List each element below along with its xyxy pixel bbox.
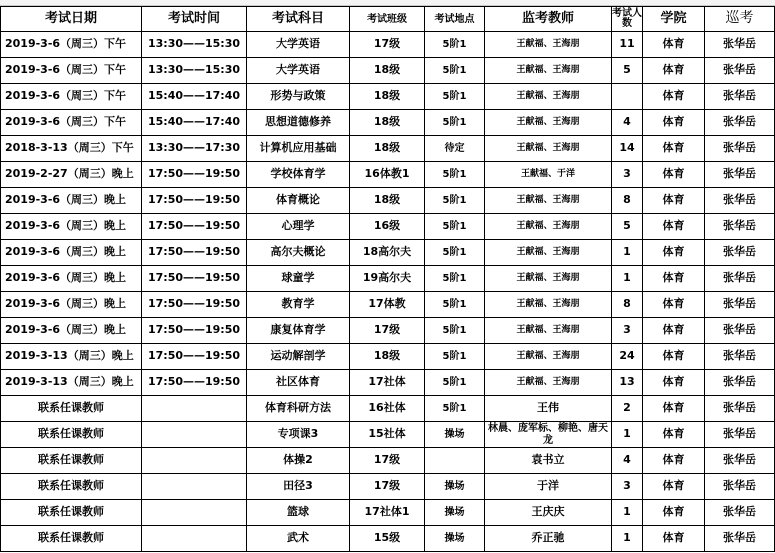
cell-patrol: 张华岳 bbox=[705, 370, 775, 396]
cell-patrol: 张华岳 bbox=[705, 474, 775, 500]
cell-time: 17:50——19:50 bbox=[142, 162, 247, 188]
cell-proctor: 王献福、王海朋 bbox=[485, 240, 612, 266]
cell-college: 体育 bbox=[643, 162, 705, 188]
cell-place: 5阶1 bbox=[425, 214, 485, 240]
cell-time bbox=[142, 396, 247, 422]
cell-college: 体育 bbox=[643, 84, 705, 110]
cell-date: 联系任课教师 bbox=[1, 422, 142, 448]
cell-patrol: 张华岳 bbox=[705, 188, 775, 214]
cell-count: 3 bbox=[612, 474, 643, 500]
table-row bbox=[1, 162, 775, 188]
cell-subject: 大学英语 bbox=[247, 58, 350, 84]
cell-college: 体育 bbox=[643, 292, 705, 318]
header-subject: 考试科目 bbox=[247, 7, 350, 32]
cell-patrol: 张华岳 bbox=[705, 292, 775, 318]
table-row bbox=[1, 500, 775, 526]
cell-count: 3 bbox=[612, 162, 643, 188]
cell-proctor: 袁书立 bbox=[485, 448, 612, 474]
cell-count: 4 bbox=[612, 110, 643, 136]
cell-time bbox=[142, 474, 247, 500]
cell-date: 2019-3-6（周三）下午 bbox=[1, 110, 142, 136]
cell-time: 17:50——19:50 bbox=[142, 292, 247, 318]
cell-college: 体育 bbox=[643, 500, 705, 526]
cell-class: 18级 bbox=[350, 136, 425, 162]
cell-place: 5阶1 bbox=[425, 58, 485, 84]
cell-patrol: 张华岳 bbox=[705, 448, 775, 474]
cell-subject: 球童学 bbox=[247, 266, 350, 292]
cell-class: 17社体 bbox=[350, 370, 425, 396]
cell-college: 体育 bbox=[643, 188, 705, 214]
cell-date: 2019-3-6（周三）下午 bbox=[1, 58, 142, 84]
cell-college: 体育 bbox=[643, 214, 705, 240]
cell-patrol: 张华岳 bbox=[705, 526, 775, 552]
cell-class: 19高尔夫 bbox=[350, 266, 425, 292]
cell-place: 5阶1 bbox=[425, 292, 485, 318]
cell-count: 8 bbox=[612, 188, 643, 214]
cell-class: 18级 bbox=[350, 110, 425, 136]
cell-date: 联系任课教师 bbox=[1, 448, 142, 474]
cell-count: 1 bbox=[612, 500, 643, 526]
cell-place bbox=[425, 448, 485, 474]
cell-date: 2018-3-13（周三）下午 bbox=[1, 136, 142, 162]
cell-college: 体育 bbox=[643, 474, 705, 500]
cell-college: 体育 bbox=[643, 448, 705, 474]
cell-class: 18级 bbox=[350, 84, 425, 110]
cell-place: 5阶1 bbox=[425, 84, 485, 110]
cell-college: 体育 bbox=[643, 370, 705, 396]
cell-proctor: 王献福、王海朋 bbox=[485, 344, 612, 370]
cell-proctor: 王献福、王海朋 bbox=[485, 292, 612, 318]
cell-subject: 社区体育 bbox=[247, 370, 350, 396]
cell-college: 体育 bbox=[643, 266, 705, 292]
cell-proctor: 王伟 bbox=[485, 396, 612, 422]
cell-time: 17:50——19:50 bbox=[142, 214, 247, 240]
cell-count: 13 bbox=[612, 370, 643, 396]
cell-date: 联系任课教师 bbox=[1, 474, 142, 500]
cell-time: 15:40——17:40 bbox=[142, 110, 247, 136]
cell-time: 17:50——19:50 bbox=[142, 370, 247, 396]
cell-place: 5阶1 bbox=[425, 370, 485, 396]
table-row bbox=[1, 240, 775, 266]
cell-subject: 教育学 bbox=[247, 292, 350, 318]
cell-class: 17级 bbox=[350, 318, 425, 344]
cell-patrol: 张华岳 bbox=[705, 318, 775, 344]
cell-proctor: 林晨、庞军标、柳艳、唐天龙 bbox=[485, 422, 612, 448]
cell-place: 待定 bbox=[425, 136, 485, 162]
cell-subject: 武术 bbox=[247, 526, 350, 552]
cell-count: 5 bbox=[612, 214, 643, 240]
cell-subject: 形势与政策 bbox=[247, 84, 350, 110]
cell-date: 2019-3-13（周三）晚上 bbox=[1, 370, 142, 396]
cell-time: 13:30——15:30 bbox=[142, 32, 247, 58]
cell-class: 15级 bbox=[350, 526, 425, 552]
cell-college: 体育 bbox=[643, 110, 705, 136]
cell-subject: 心理学 bbox=[247, 214, 350, 240]
cell-place: 操场 bbox=[425, 422, 485, 448]
cell-time: 13:30——15:30 bbox=[142, 58, 247, 84]
cell-proctor: 王献福、王海朋 bbox=[485, 110, 612, 136]
cell-time bbox=[142, 500, 247, 526]
cell-proctor: 王献福、王海朋 bbox=[485, 266, 612, 292]
cell-place: 5阶1 bbox=[425, 32, 485, 58]
cell-date: 2019-3-6（周三）晚上 bbox=[1, 318, 142, 344]
cell-time: 17:50——19:50 bbox=[142, 266, 247, 292]
table-row bbox=[1, 136, 775, 162]
cell-college: 体育 bbox=[643, 396, 705, 422]
table-row bbox=[1, 526, 775, 552]
cell-patrol: 张华岳 bbox=[705, 240, 775, 266]
cell-subject: 高尔夫概论 bbox=[247, 240, 350, 266]
cell-place: 5阶1 bbox=[425, 110, 485, 136]
cell-date: 2019-2-27（周三）晚上 bbox=[1, 162, 142, 188]
cell-time bbox=[142, 422, 247, 448]
cell-date: 联系任课教师 bbox=[1, 526, 142, 552]
cell-date: 联系任课教师 bbox=[1, 500, 142, 526]
cell-count: 11 bbox=[612, 32, 643, 58]
cell-subject: 学校体育学 bbox=[247, 162, 350, 188]
cell-patrol: 张华岳 bbox=[705, 266, 775, 292]
cell-place: 操场 bbox=[425, 500, 485, 526]
table-row bbox=[1, 318, 775, 344]
table-row bbox=[1, 214, 775, 240]
cell-count: 24 bbox=[612, 344, 643, 370]
table-row bbox=[1, 58, 775, 84]
cell-count: 1 bbox=[612, 266, 643, 292]
cell-time: 17:50——19:50 bbox=[142, 344, 247, 370]
cell-count: 1 bbox=[612, 240, 643, 266]
header-date: 考试日期 bbox=[1, 7, 142, 32]
cell-count: 14 bbox=[612, 136, 643, 162]
cell-proctor: 王献福、王海朋 bbox=[485, 32, 612, 58]
cell-patrol: 张华岳 bbox=[705, 422, 775, 448]
table-row bbox=[1, 344, 775, 370]
cell-subject: 篮球 bbox=[247, 500, 350, 526]
cell-count: 8 bbox=[612, 292, 643, 318]
cell-patrol: 张华岳 bbox=[705, 396, 775, 422]
header-row bbox=[1, 7, 775, 32]
cell-proctor: 王献福、王海朋 bbox=[485, 58, 612, 84]
cell-time: 13:30——17:30 bbox=[142, 136, 247, 162]
cell-college: 体育 bbox=[643, 136, 705, 162]
table-row bbox=[1, 422, 775, 448]
cell-college: 体育 bbox=[643, 240, 705, 266]
cell-place: 5阶1 bbox=[425, 396, 485, 422]
cell-date: 联系任课教师 bbox=[1, 396, 142, 422]
cell-date: 2019-3-6（周三）下午 bbox=[1, 84, 142, 110]
cell-count: 1 bbox=[612, 526, 643, 552]
cell-class: 16级 bbox=[350, 214, 425, 240]
cell-place: 5阶1 bbox=[425, 344, 485, 370]
cell-class: 16社体 bbox=[350, 396, 425, 422]
cell-time: 15:40——17:40 bbox=[142, 84, 247, 110]
cell-count: 5 bbox=[612, 58, 643, 84]
cell-patrol: 张华岳 bbox=[705, 344, 775, 370]
cell-subject: 思想道德修养 bbox=[247, 110, 350, 136]
cell-patrol: 张华岳 bbox=[705, 32, 775, 58]
cell-subject: 大学英语 bbox=[247, 32, 350, 58]
cell-class: 15社体 bbox=[350, 422, 425, 448]
cell-patrol: 张华岳 bbox=[705, 84, 775, 110]
cell-date: 2019-3-13（周三）晚上 bbox=[1, 344, 142, 370]
cell-patrol: 张华岳 bbox=[705, 162, 775, 188]
header-college: 学院 bbox=[643, 7, 705, 32]
cell-proctor: 王献福、王海朋 bbox=[485, 136, 612, 162]
cell-subject: 田径3 bbox=[247, 474, 350, 500]
cell-patrol: 张华岳 bbox=[705, 110, 775, 136]
table-row bbox=[1, 188, 775, 214]
cell-class: 18级 bbox=[350, 58, 425, 84]
header-class: 考试班级 bbox=[350, 7, 425, 32]
cell-proctor: 王献福、于洋 bbox=[485, 162, 612, 188]
cell-class: 17级 bbox=[350, 32, 425, 58]
cell-place: 5阶1 bbox=[425, 240, 485, 266]
cell-proctor: 王献福、王海朋 bbox=[485, 214, 612, 240]
cell-subject: 体育科研方法 bbox=[247, 396, 350, 422]
cell-proctor: 王献福、王海朋 bbox=[485, 84, 612, 110]
cell-count: 4 bbox=[612, 448, 643, 474]
cell-count: 3 bbox=[612, 318, 643, 344]
cell-time bbox=[142, 526, 247, 552]
cell-time: 17:50——19:50 bbox=[142, 318, 247, 344]
cell-subject: 运动解剖学 bbox=[247, 344, 350, 370]
cell-class: 17级 bbox=[350, 474, 425, 500]
cell-subject: 专项课3 bbox=[247, 422, 350, 448]
cell-college: 体育 bbox=[643, 526, 705, 552]
cell-place: 操场 bbox=[425, 474, 485, 500]
cell-proctor: 王献福、王海朋 bbox=[485, 188, 612, 214]
cell-count: 1 bbox=[612, 422, 643, 448]
table-row bbox=[1, 396, 775, 422]
cell-subject: 体操2 bbox=[247, 448, 350, 474]
cell-place: 5阶1 bbox=[425, 162, 485, 188]
cell-date: 2019-3-6（周三）晚上 bbox=[1, 292, 142, 318]
cell-time bbox=[142, 448, 247, 474]
header-count: 考试人数 bbox=[612, 7, 643, 32]
table-row bbox=[1, 370, 775, 396]
table-row bbox=[1, 448, 775, 474]
cell-patrol: 张华岳 bbox=[705, 136, 775, 162]
cell-date: 2019-3-6（周三）晚上 bbox=[1, 240, 142, 266]
cell-subject: 体育概论 bbox=[247, 188, 350, 214]
table-row bbox=[1, 266, 775, 292]
cell-proctor: 于洋 bbox=[485, 474, 612, 500]
cell-date: 2019-3-6（周三）晚上 bbox=[1, 214, 142, 240]
cell-college: 体育 bbox=[643, 32, 705, 58]
cell-class: 18级 bbox=[350, 344, 425, 370]
cell-proctor: 王庆庆 bbox=[485, 500, 612, 526]
cell-class: 18级 bbox=[350, 188, 425, 214]
cell-place: 5阶1 bbox=[425, 318, 485, 344]
header-time: 考试时间 bbox=[142, 7, 247, 32]
cell-date: 2019-3-6（周三）下午 bbox=[1, 32, 142, 58]
cell-college: 体育 bbox=[643, 58, 705, 84]
cell-college: 体育 bbox=[643, 422, 705, 448]
exam-schedule-table bbox=[0, 6, 775, 552]
cell-count: 2 bbox=[612, 396, 643, 422]
cell-class: 17社体1 bbox=[350, 500, 425, 526]
cell-subject: 康复体育学 bbox=[247, 318, 350, 344]
cell-class: 17体教 bbox=[350, 292, 425, 318]
cell-subject: 计算机应用基础 bbox=[247, 136, 350, 162]
cell-proctor: 王献福、王海朋 bbox=[485, 370, 612, 396]
cell-class: 18高尔夫 bbox=[350, 240, 425, 266]
header-patrol: 巡考 bbox=[705, 7, 775, 32]
header-place: 考试地点 bbox=[425, 7, 485, 32]
table-row bbox=[1, 84, 775, 110]
cell-count bbox=[612, 84, 643, 110]
cell-time: 17:50——19:50 bbox=[142, 240, 247, 266]
cell-class: 16体教1 bbox=[350, 162, 425, 188]
table-row bbox=[1, 32, 775, 58]
cell-patrol: 张华岳 bbox=[705, 58, 775, 84]
cell-patrol: 张华岳 bbox=[705, 214, 775, 240]
cell-proctor: 王献福、王海朋 bbox=[485, 318, 612, 344]
table-row bbox=[1, 474, 775, 500]
cell-place: 5阶1 bbox=[425, 188, 485, 214]
cell-college: 体育 bbox=[643, 344, 705, 370]
cell-patrol: 张华岳 bbox=[705, 500, 775, 526]
cell-time: 17:50——19:50 bbox=[142, 188, 247, 214]
cell-proctor: 乔正驰 bbox=[485, 526, 612, 552]
cell-date: 2019-3-6（周三）晚上 bbox=[1, 188, 142, 214]
table-row bbox=[1, 110, 775, 136]
table-row bbox=[1, 292, 775, 318]
cell-place: 5阶1 bbox=[425, 266, 485, 292]
cell-class: 17级 bbox=[350, 448, 425, 474]
cell-place: 操场 bbox=[425, 526, 485, 552]
header-proctor: 监考教师 bbox=[485, 7, 612, 32]
cell-date: 2019-3-6（周三）晚上 bbox=[1, 266, 142, 292]
cell-college: 体育 bbox=[643, 318, 705, 344]
